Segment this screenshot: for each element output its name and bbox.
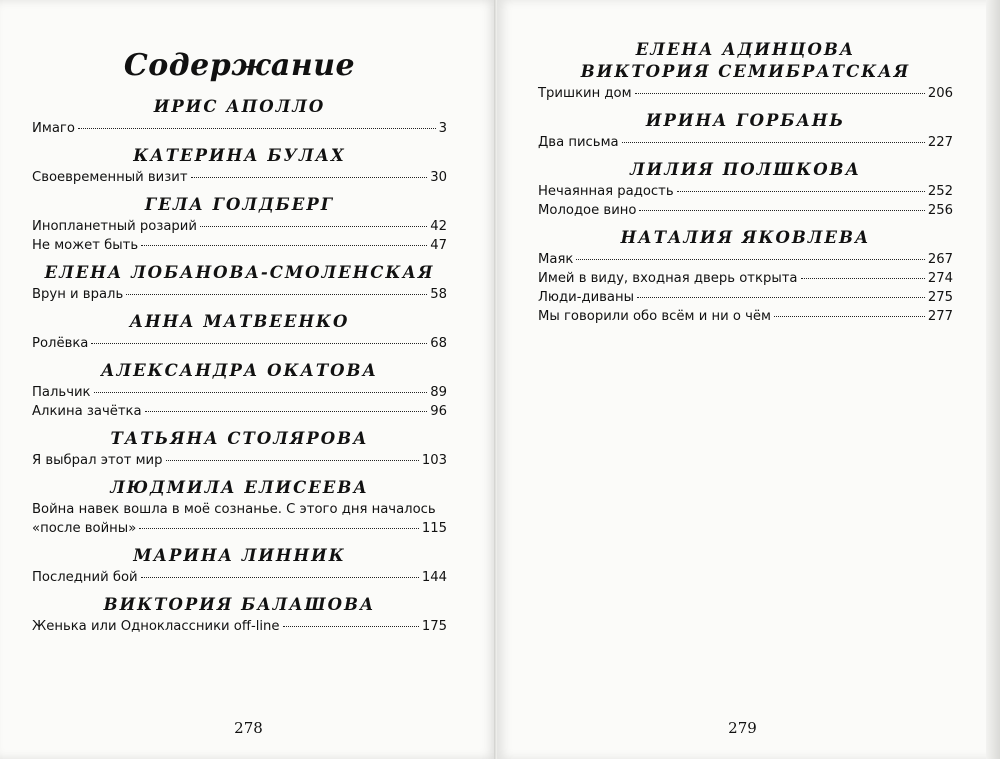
dot-leader xyxy=(94,392,428,393)
entry-title: Молодое вино xyxy=(538,203,637,218)
toc-entry[interactable] xyxy=(538,307,953,326)
dot-leader xyxy=(576,259,924,260)
toc-entry[interactable] xyxy=(32,568,447,587)
entry-title: Ролёвка xyxy=(32,336,89,351)
toc-entry[interactable] xyxy=(538,288,953,307)
page-number: 278 xyxy=(234,719,263,737)
dot-leader xyxy=(139,528,419,529)
author-heading: ИРИНА ГОРБАНЬ xyxy=(645,111,846,130)
entry-title: Мы говорили обо всём и ни о чём xyxy=(538,309,771,324)
toc-entry[interactable] xyxy=(538,133,953,152)
entry-title: Последний бой xyxy=(32,570,138,585)
toc-entry[interactable] xyxy=(538,201,953,220)
dot-leader xyxy=(91,343,427,344)
entry-page: 115 xyxy=(421,521,447,536)
toc-entry[interactable] xyxy=(32,500,447,538)
entry-title: Алкина зачётка xyxy=(32,404,142,419)
author-heading: ЛЮДМИЛА ЕЛИСЕЕВА xyxy=(110,478,369,497)
author-heading: ЛИЛИЯ ПОЛШКОВА xyxy=(630,160,861,179)
entry-title: Не может быть xyxy=(32,238,139,253)
toc-entry[interactable] xyxy=(32,217,447,236)
toc-entry[interactable] xyxy=(538,250,953,269)
left-page xyxy=(0,0,497,759)
entry-page: 42 xyxy=(430,219,447,234)
entry-title: Своевременный визит xyxy=(32,170,188,185)
author-heading: МАРИНА ЛИННИК xyxy=(133,546,346,565)
toc-entry[interactable] xyxy=(32,617,447,636)
page-edge xyxy=(986,0,1000,759)
dot-leader xyxy=(677,191,925,192)
toc-entry[interactable] xyxy=(32,168,447,187)
entry-page: 175 xyxy=(421,619,447,634)
dot-leader xyxy=(145,411,428,412)
author-heading: ИРИС АПОЛЛО xyxy=(153,97,326,116)
right-page xyxy=(497,0,1000,759)
entry-page: 68 xyxy=(430,336,447,351)
dot-leader xyxy=(78,128,436,129)
entry-page: 277 xyxy=(927,309,953,324)
entry-title: Женька или Одноклассники off-line xyxy=(32,619,280,634)
toc-title: Содержание xyxy=(123,48,356,83)
author-heading: НАТАЛИЯ ЯКОВЛЕВА xyxy=(620,228,871,247)
dot-leader xyxy=(126,294,427,295)
entry-page: 30 xyxy=(430,170,447,185)
entry-page: 58 xyxy=(430,287,447,302)
entry-page: 89 xyxy=(430,385,447,400)
author-heading: ВИКТОРИЯ БАЛАШОВА xyxy=(103,595,376,614)
left-toc-column xyxy=(32,0,447,636)
entry-title: Имей в виду, входная дверь открыта xyxy=(538,271,798,286)
dot-leader xyxy=(639,210,924,211)
toc-entry[interactable] xyxy=(32,451,447,470)
right-toc-column xyxy=(538,40,953,326)
dot-leader xyxy=(635,93,925,94)
toc-entry[interactable] xyxy=(538,84,953,103)
toc-entry[interactable] xyxy=(538,182,953,201)
entry-page: 252 xyxy=(927,184,953,199)
dot-leader xyxy=(801,278,925,279)
dot-leader xyxy=(166,460,419,461)
entry-title: Маяк xyxy=(538,252,574,267)
entry-title: «после войны» xyxy=(32,521,137,536)
toc-entry[interactable] xyxy=(32,334,447,353)
entry-title: Я выбрал этот мир xyxy=(32,453,163,468)
dot-leader xyxy=(774,316,925,317)
toc-entry[interactable] xyxy=(32,402,447,421)
entry-title: Два письма xyxy=(538,135,619,150)
entry-title: Люди-диваны xyxy=(538,290,635,305)
entry-page: 96 xyxy=(430,404,447,419)
entry-page: 144 xyxy=(421,570,447,585)
entry-page: 47 xyxy=(430,238,447,253)
author-heading: ГЕЛА ГОЛДБЕРГ xyxy=(144,195,335,214)
author-heading: АННА МАТВЕЕНКО xyxy=(129,312,350,331)
entry-title: Тришкин дом xyxy=(538,86,632,101)
entry-title: Нечаянная радость xyxy=(538,184,674,199)
entry-title: Имаго xyxy=(32,121,75,136)
toc-entry[interactable] xyxy=(538,269,953,288)
entry-page: 274 xyxy=(927,271,953,286)
author-heading: ЕЛЕНА АДИНЦОВА xyxy=(635,40,856,59)
entry-page: 267 xyxy=(927,252,953,267)
entry-title-line1: Война навек вошла в моё сознанье. С этого дня началось xyxy=(32,502,436,517)
author-heading: ВИКТОРИЯ СЕМИБРАТСКАЯ xyxy=(580,62,911,81)
entry-page: 3 xyxy=(438,121,447,136)
dot-leader xyxy=(283,626,419,627)
toc-entry[interactable] xyxy=(32,285,447,304)
author-heading: ЕЛЕНА ЛОБАНОВА-СМОЛЕНСКАЯ xyxy=(44,263,435,282)
dot-leader xyxy=(637,297,925,298)
entry-title: Врун и враль xyxy=(32,287,124,302)
entry-page: 206 xyxy=(927,86,953,101)
entry-title: Инопланетный розарий xyxy=(32,219,197,234)
author-heading: АЛЕКСАНДРА ОКАТОВА xyxy=(101,361,378,380)
entry-page: 103 xyxy=(421,453,447,468)
entry-title: Пальчик xyxy=(32,385,91,400)
dot-leader xyxy=(141,245,427,246)
entry-page: 275 xyxy=(927,290,953,305)
dot-leader xyxy=(191,177,428,178)
toc-entry[interactable] xyxy=(32,383,447,402)
entry-page: 227 xyxy=(927,135,953,150)
toc-entry[interactable] xyxy=(32,236,447,255)
toc-entry[interactable] xyxy=(32,119,447,138)
dot-leader xyxy=(622,142,925,143)
author-heading: КАТЕРИНА БУЛАХ xyxy=(133,146,346,165)
author-heading: ТАТЬЯНА СТОЛЯРОВА xyxy=(110,429,369,448)
page-number: 279 xyxy=(728,719,757,737)
dot-leader xyxy=(141,577,419,578)
entry-page: 256 xyxy=(927,203,953,218)
dot-leader xyxy=(200,226,427,227)
